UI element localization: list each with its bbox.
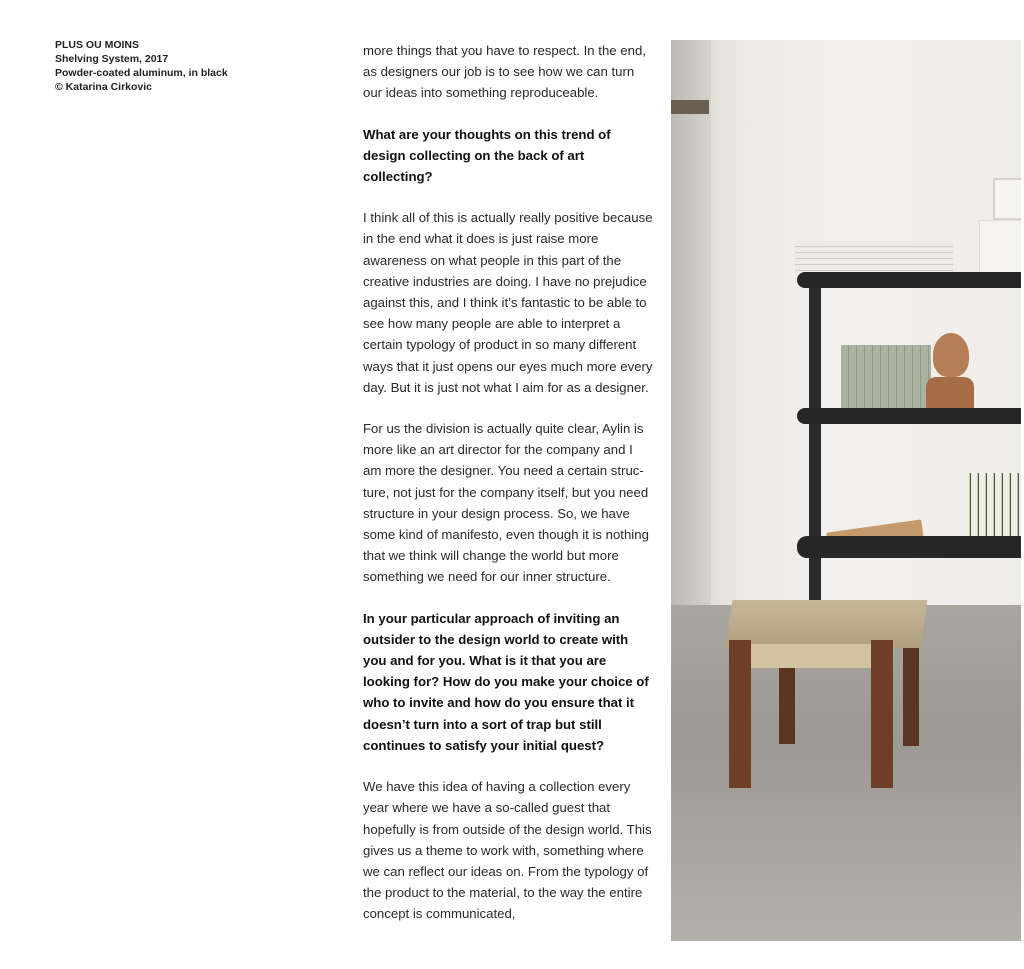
paragraph: We have this idea of having a collection every year where we have a so-called guest that hopefully is from outside of the design world. This gives us a theme to work with, something where we can reflect our ideas on. From the typology of the product to the material, to the way the entire concept is communicated, xyxy=(363,779,652,922)
shelf-rail xyxy=(809,280,821,610)
stool-leg xyxy=(871,640,893,788)
question: What are your thoughts on this trend of design collecting on the back of art collecting? xyxy=(363,126,611,185)
question: In your particular approach of inviting an outsider to the design world to create with you and for you. What is it that you are looking for? How do you make your choice of who to invite and how do you ensure that it doesn’t turn into a sort of trap but still continues to satisfy your initial quest? xyxy=(363,610,649,753)
bust-sculpture xyxy=(933,333,969,377)
stool-apron xyxy=(743,644,871,668)
caption-product: Shelving System, 2017 xyxy=(55,53,169,65)
caption-material: Powder-coated aluminum, in black xyxy=(55,67,228,79)
stool-seat xyxy=(726,600,928,648)
postcard xyxy=(979,220,1021,276)
bust-base xyxy=(926,377,974,409)
interview-text xyxy=(363,40,653,925)
photo-wall-mark xyxy=(671,100,709,114)
book-row-lower xyxy=(963,473,1021,537)
shelf-middle xyxy=(797,408,1021,424)
paragraph: I think all of this is actually really positive because in the end what it does is just raise more awareness on what people in this part of the creative industries are doing. I have no prejudice against this, and I think it’s fantastic to be able to see how many people are able to interpret a certain typology of product in so many different ways that it just opens our eyes much more every day. But it is just not what I aim for as a designer. xyxy=(363,210,653,395)
shelf-bottom xyxy=(797,536,1021,558)
book-row xyxy=(841,345,931,409)
stacked-books xyxy=(795,241,953,271)
picture-frame xyxy=(993,178,1021,220)
stool-leg xyxy=(779,660,795,744)
image-caption xyxy=(55,38,315,94)
shelving-photo xyxy=(671,40,1021,941)
paragraph: more things that you have to respect. In the end, as designers our job is to see how we can turn our ideas into something reproduceable. xyxy=(363,43,646,101)
photo-wall-edge xyxy=(671,40,711,615)
stool-leg xyxy=(729,640,751,788)
caption-title: PLUS OU MOINS xyxy=(55,39,140,51)
paragraph: For us the division is actually quite clear, Aylin is more like an art director for the company and I am more the designer. You need a certain struc-ture, not just for the company itself, but you need structure in your design process. So, we have some kind of manifesto, even though it is nothing that we think will change the world but more something we need for our inner structure. xyxy=(363,421,649,585)
caption-credit: © Katarina Cirkovic xyxy=(55,81,153,93)
shelf-top xyxy=(797,272,1021,288)
